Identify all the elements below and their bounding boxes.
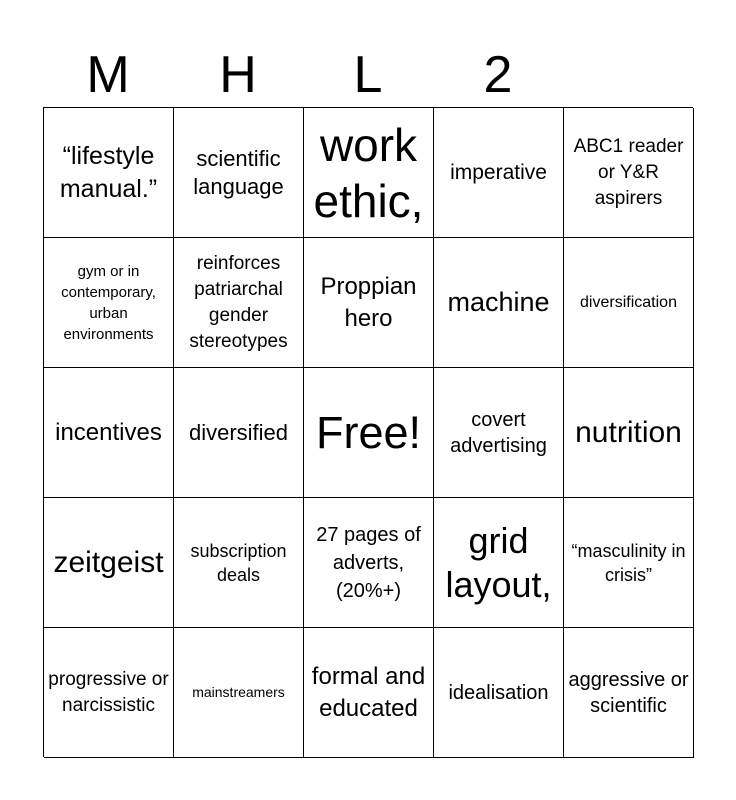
- cell-label: diversification: [580, 294, 677, 311]
- bingo-cell[interactable]: [564, 238, 694, 368]
- bingo-board: [43, 107, 693, 757]
- free-space-cell[interactable]: [304, 368, 434, 498]
- cell-label: gym or in contemporary, urban environments: [61, 262, 156, 343]
- header-number-2: 2: [483, 46, 513, 104]
- cell-label: “lifestyle manual.”: [59, 141, 158, 203]
- bingo-cell[interactable]: [564, 368, 694, 498]
- cell-label: incentives: [55, 418, 162, 446]
- cell-label: formal and educated: [311, 662, 426, 722]
- bingo-cell[interactable]: [304, 108, 434, 238]
- cell-label: mainstreamers: [192, 684, 285, 700]
- cell-label: 27 pages of adverts, (20%+): [316, 523, 421, 602]
- bingo-cell[interactable]: [44, 108, 174, 238]
- bingo-cell[interactable]: [44, 238, 174, 368]
- cell-label: ABC1 reader or Y&R aspirers: [573, 135, 684, 209]
- header-letter-m: M: [86, 46, 130, 104]
- cell-label: zeitgeist: [53, 545, 164, 579]
- cell-label: covert advertising: [450, 408, 547, 457]
- bingo-header: [43, 44, 693, 106]
- bingo-cell[interactable]: [44, 628, 174, 758]
- bingo-cell[interactable]: [44, 368, 174, 498]
- bingo-cell[interactable]: [174, 498, 304, 628]
- header-blank: [563, 44, 693, 106]
- header-letter-l: L: [353, 46, 383, 104]
- bingo-cell[interactable]: [434, 498, 564, 628]
- bingo-cell[interactable]: [564, 498, 694, 628]
- bingo-cell[interactable]: [304, 238, 434, 368]
- bingo-cell[interactable]: [174, 108, 304, 238]
- cell-label: “masculinity in crisis”: [571, 540, 686, 585]
- bingo-cell[interactable]: [44, 498, 174, 628]
- cell-label: idealisation: [448, 681, 549, 704]
- cell-label: machine: [447, 287, 550, 317]
- bingo-cell[interactable]: [304, 498, 434, 628]
- bingo-cell[interactable]: [304, 628, 434, 758]
- cell-label: Proppian hero: [320, 272, 417, 332]
- cell-label: progressive or narcissistic: [48, 668, 169, 716]
- bingo-cell[interactable]: [174, 368, 304, 498]
- cell-label: imperative: [450, 160, 547, 184]
- cell-label: diversified: [188, 419, 289, 445]
- bingo-cell[interactable]: [434, 108, 564, 238]
- bingo-cell[interactable]: [174, 238, 304, 368]
- cell-label: aggressive or scientific: [568, 668, 689, 717]
- cell-label: nutrition: [575, 415, 682, 449]
- header-letter-h: H: [219, 46, 257, 104]
- cell-label: reinforces patriarchal gender stereotypes: [189, 252, 288, 352]
- free-space-label: Free!: [315, 406, 422, 458]
- bingo-cell[interactable]: [174, 628, 304, 758]
- bingo-cell[interactable]: [434, 238, 564, 368]
- bingo-cell[interactable]: [434, 628, 564, 758]
- cell-label: grid layout,: [445, 519, 552, 605]
- cell-label: subscription deals: [190, 540, 287, 585]
- bingo-cell[interactable]: [564, 628, 694, 758]
- cell-label: work ethic,: [313, 118, 424, 227]
- bingo-cell[interactable]: [434, 368, 564, 498]
- bingo-cell[interactable]: [564, 108, 694, 238]
- cell-label: scientific language: [193, 145, 284, 199]
